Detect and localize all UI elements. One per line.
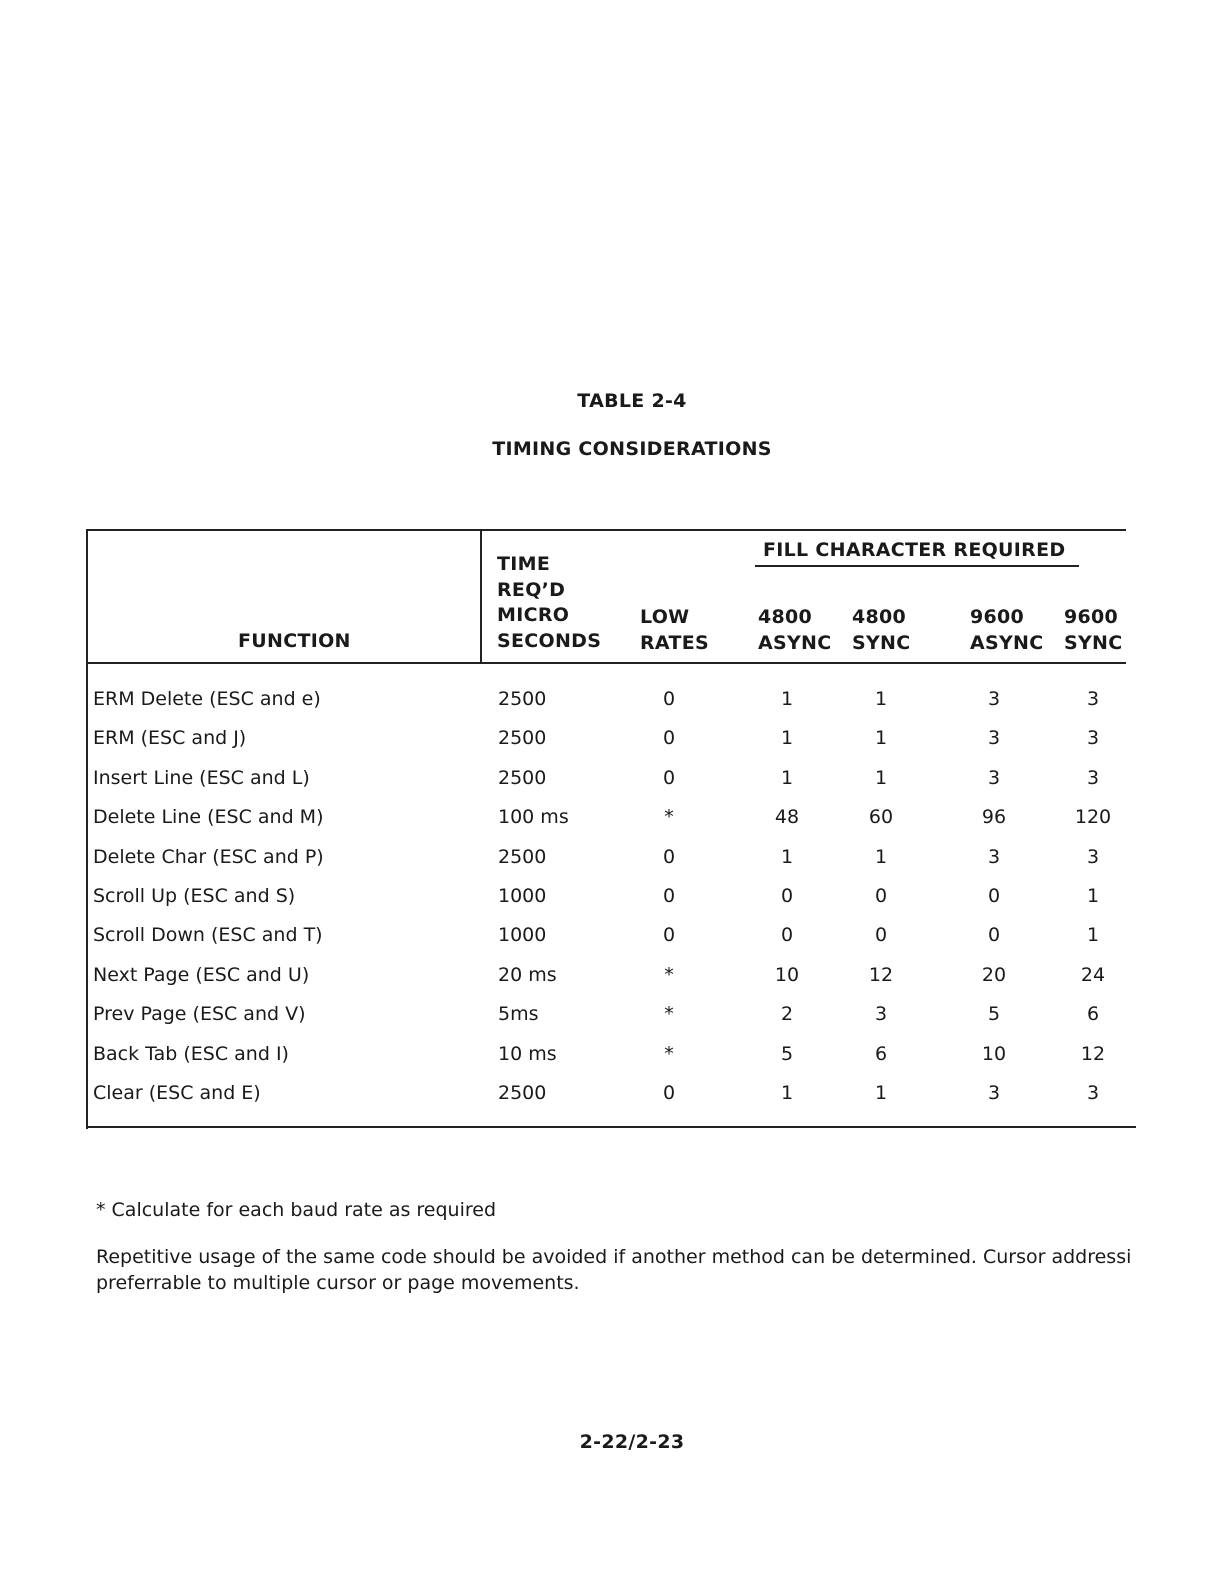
sync-4800-cell: 0 (874, 884, 888, 907)
time-cell: 20 ms (498, 963, 557, 986)
low-rates-cell: * (664, 1042, 674, 1065)
sync-4800-cell: 6 (874, 1042, 888, 1065)
table-top-rule (86, 529, 1126, 531)
sync-9600-cell: 3 (1086, 727, 1100, 750)
async-4800-cell: 1 (780, 845, 794, 868)
sync-4800-cell: 1 (874, 766, 888, 789)
header-4800-async-line2: ASYNC (758, 632, 832, 654)
header-4800-sync-line2: SYNC (852, 632, 911, 654)
sync-9600-cell: 1 (1086, 884, 1100, 907)
low-rates-cell: 0 (662, 884, 676, 907)
header-time-line3: MICRO (497, 604, 570, 626)
low-rates-cell: 0 (662, 766, 676, 789)
table-row (88, 838, 1136, 877)
async-9600-cell: 96 (981, 806, 1007, 829)
header-4800-async-line1: 4800 (758, 606, 813, 628)
sync-9600-cell: 3 (1086, 1081, 1100, 1104)
table-row (88, 759, 1136, 798)
header-low-line1: LOW (640, 606, 690, 628)
header-4800-sync-line1: 4800 (852, 606, 907, 628)
table-bottom-rule (88, 1126, 1136, 1128)
header-9600-async (970, 604, 1044, 656)
sync-9600-cell: 3 (1086, 845, 1100, 868)
function-cell: Prev Page (ESC and V) (93, 1003, 306, 1026)
note-line-1: Repetitive usage of the same code should be avoided if another method can be determined. Cursor addressi (96, 1246, 1132, 1268)
async-4800-cell: 1 (780, 688, 794, 710)
time-cell: 2500 (498, 727, 547, 750)
low-rates-cell: 0 (662, 924, 676, 947)
async-4800-cell: 2 (780, 1003, 794, 1026)
header-time-line4: SECONDS (497, 629, 602, 652)
low-rates-cell: 0 (662, 1081, 676, 1104)
header-fill-character-required: FILL CHARACTER REQUIRED (763, 539, 1066, 561)
header-time-line2: REQ’D (497, 578, 566, 601)
table-row (88, 995, 1136, 1034)
async-4800-cell: 1 (780, 727, 794, 750)
table-row (88, 680, 1136, 719)
sync-9600-cell: 3 (1086, 766, 1100, 789)
async-4800-cell: 48 (774, 806, 800, 829)
sync-4800-cell: 1 (874, 688, 888, 710)
fill-group-underline (755, 565, 1079, 567)
function-cell: Delete Char (ESC and P) (93, 845, 324, 868)
table-row (88, 916, 1136, 955)
function-column-divider (480, 529, 482, 664)
async-9600-cell: 10 (981, 1042, 1007, 1065)
function-cell: Back Tab (ESC and I) (93, 1042, 289, 1065)
table-row (88, 1074, 1136, 1113)
header-9600-sync-line1: 9600 (1064, 606, 1119, 628)
note-line-2: preferrable to multiple cursor or page movements. (96, 1272, 580, 1294)
header-9600-async-line1: 9600 (970, 606, 1025, 628)
time-cell: 100 ms (498, 806, 569, 829)
sync-9600-cell: 6 (1086, 1003, 1100, 1026)
function-cell: Insert Line (ESC and L) (93, 766, 310, 789)
header-9600-sync-line2: SYNC (1064, 632, 1123, 654)
time-cell: 1000 (498, 924, 547, 947)
table-row (88, 1035, 1136, 1074)
header-time-line1: TIME (497, 553, 551, 575)
async-9600-cell: 3 (987, 766, 1001, 789)
sync-4800-cell: 1 (874, 727, 888, 750)
function-cell: ERM Delete (ESC and e) (93, 688, 321, 710)
table-body (88, 680, 1136, 1113)
function-cell: Delete Line (ESC and M) (93, 806, 324, 829)
table-title: TABLE 2-4 (577, 390, 687, 412)
sync-4800-cell: 3 (874, 1003, 888, 1026)
async-4800-cell: 5 (780, 1042, 794, 1065)
async-4800-cell: 0 (780, 884, 794, 907)
async-9600-cell: 20 (981, 963, 1007, 986)
header-4800-sync (852, 604, 911, 656)
sync-4800-cell: 0 (874, 924, 888, 947)
header-4800-async (758, 604, 832, 656)
async-4800-cell: 1 (780, 1081, 794, 1104)
async-9600-cell: 3 (987, 845, 1001, 868)
function-cell: Clear (ESC and E) (93, 1081, 261, 1104)
sync-9600-cell: 120 (1074, 806, 1112, 829)
sync-9600-cell: 3 (1086, 688, 1100, 710)
async-9600-cell: 0 (987, 924, 1001, 947)
table-row (88, 719, 1136, 758)
async-9600-cell: 0 (987, 884, 1001, 907)
sync-4800-cell: 12 (868, 963, 894, 986)
footnote: * Calculate for each baud rate as required (96, 1199, 497, 1221)
time-cell: 1000 (498, 884, 547, 907)
async-9600-cell: 3 (987, 727, 1001, 750)
header-bottom-rule (86, 662, 1126, 664)
table-subtitle: TIMING CONSIDERATIONS (492, 438, 772, 460)
low-rates-cell: 0 (662, 688, 676, 710)
sync-9600-cell: 1 (1086, 924, 1100, 947)
low-rates-cell: * (664, 806, 674, 829)
time-cell: 10 ms (498, 1042, 557, 1065)
low-rates-cell: 0 (662, 727, 676, 750)
table-row (88, 956, 1136, 995)
sync-4800-cell: 60 (868, 806, 894, 829)
sync-4800-cell: 1 (874, 1081, 888, 1104)
low-rates-cell: * (664, 1003, 674, 1026)
page-number: 2-22/2-23 (579, 1431, 685, 1453)
time-cell: 2500 (498, 766, 547, 789)
function-cell: ERM (ESC and J) (93, 727, 247, 750)
async-4800-cell: 1 (780, 766, 794, 789)
header-low-line2: RATES (640, 632, 709, 654)
header-9600-async-line2: ASYNC (970, 632, 1044, 654)
async-9600-cell: 3 (987, 688, 1001, 710)
time-cell: 2500 (498, 845, 547, 868)
function-cell: Scroll Up (ESC and S) (93, 884, 296, 907)
function-cell: Next Page (ESC and U) (93, 963, 310, 986)
header-9600-sync (1064, 604, 1123, 656)
sync-4800-cell: 1 (874, 845, 888, 868)
time-cell: 5ms (498, 1003, 539, 1026)
async-9600-cell: 3 (987, 1081, 1001, 1104)
async-9600-cell: 5 (987, 1003, 1001, 1026)
async-4800-cell: 10 (774, 963, 800, 986)
header-time-required (497, 552, 601, 654)
sync-9600-cell: 24 (1080, 963, 1106, 986)
low-rates-cell: 0 (662, 845, 676, 868)
async-4800-cell: 0 (780, 924, 794, 947)
time-cell: 2500 (498, 1081, 547, 1104)
sync-9600-cell: 12 (1080, 1042, 1106, 1065)
header-function: FUNCTION (238, 630, 351, 652)
header-low-rates (640, 604, 709, 656)
note-paragraph (96, 1244, 1224, 1296)
function-cell: Scroll Down (ESC and T) (93, 924, 323, 947)
table-row (88, 798, 1136, 837)
low-rates-cell: * (664, 963, 674, 986)
time-cell: 2500 (498, 688, 547, 710)
table-row (88, 877, 1136, 916)
